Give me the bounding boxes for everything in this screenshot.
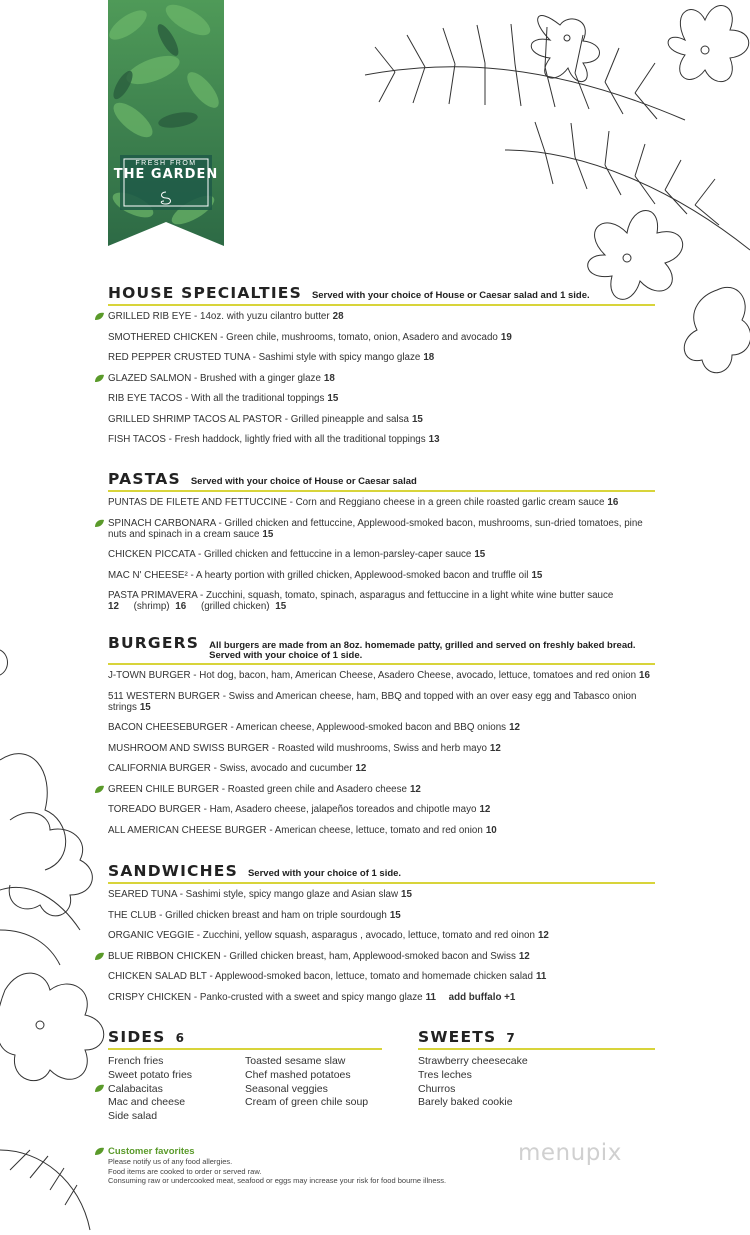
- section-title: SWEETS: [418, 1028, 497, 1046]
- leaf-icon: [94, 1084, 105, 1093]
- item-name: ORGANIC VEGGIE: [108, 930, 195, 941]
- item-price: 12: [537, 930, 549, 941]
- item-description: - Sashimi style with spicy mango glaze: [249, 352, 421, 363]
- item-description: - Sashimi style, spicy mango glaze and Asian slaw: [176, 889, 399, 900]
- item-description: - Hot dog, bacon, ham, American Cheese, Asadero Cheese, avocado, lettuce, tomatoes and red onion: [190, 670, 637, 681]
- item-description: - Roasted wild mushrooms, Swiss and herb mayo: [269, 742, 487, 754]
- item-price: 12: [518, 950, 530, 962]
- menu-item: [108, 549, 655, 560]
- fresh-from-the-garden-banner: [108, 0, 224, 246]
- section-price: 6: [175, 1031, 186, 1045]
- list-item: Seasonal veggies: [245, 1082, 328, 1095]
- menu-item: [108, 804, 655, 815]
- item-price: 15: [531, 569, 543, 581]
- sides-columns: [108, 1055, 382, 1124]
- item-name: PASTA PRIMAVERA: [108, 590, 198, 601]
- item-description: - Zucchini, squash, tomato, spinach, asparagus and fettuccine in a light white wine butter sauce: [197, 590, 614, 601]
- menu-item: [108, 373, 655, 384]
- botanical-illustration-bottom-left: [0, 630, 110, 1235]
- item-description: - Grilled chicken breast, ham, Applewood-smoked bacon and Swiss: [220, 950, 516, 962]
- item-description: - A hearty portion with grilled chicken, Applewood-smoked bacon and truffle oil: [187, 569, 529, 581]
- footer-line: Food items are cooked to order or served raw.: [108, 1166, 262, 1176]
- menu-item: [108, 784, 655, 795]
- list-item: Churros: [418, 1082, 456, 1095]
- item-price: 10: [485, 824, 497, 836]
- item-price: 15: [411, 413, 423, 425]
- item-name: CHICKEN PICCATA: [108, 549, 196, 560]
- item-name: CALIFORNIA BURGER: [108, 763, 211, 774]
- item-price: 15: [327, 393, 339, 404]
- list-item: Chef mashed potatoes: [245, 1068, 351, 1081]
- footer-line: Consuming raw or undercooked meat, seafood or eggs may increase your risk for food bourne illness.: [108, 1176, 447, 1185]
- list-item: Barely baked cookie: [418, 1096, 513, 1109]
- menu-item: [108, 743, 655, 754]
- list-item: Side salad: [108, 1110, 158, 1123]
- section-note: All burgers are made from an 8oz. homemade patty, grilled and served on freshly baked bread. Served with your choice of 1 side.: [209, 640, 636, 661]
- item-description: - Grilled chicken breast and ham on triple sourdough: [156, 909, 387, 921]
- menu-item: [108, 393, 655, 404]
- item-name: 511 WESTERN BURGER: [108, 690, 220, 702]
- sides-column-2: [245, 1055, 368, 1124]
- footer-notes: [108, 1146, 528, 1186]
- list-item: Strawberry cheesecake: [418, 1055, 528, 1067]
- menu-item: [108, 691, 655, 713]
- item-description: - Fresh haddock, lightly fried with all the traditional toppings: [165, 434, 426, 445]
- sweets-section: [418, 1028, 655, 1110]
- section-title: HOUSE SPECIALTIES: [108, 284, 302, 302]
- menu-item: [108, 332, 655, 343]
- item-price: 15: [389, 909, 401, 921]
- item-description: - Corn and Reggiano cheese in a green chile roasted garlic cream sauce: [286, 497, 605, 508]
- list-item: Toasted sesame slaw: [245, 1055, 346, 1067]
- menu-item: [108, 670, 655, 681]
- customer-favorites-label: Customer favorites: [108, 1146, 195, 1157]
- leaf-icon: [94, 312, 105, 321]
- item-extra: add buffalo +1: [448, 991, 516, 1003]
- item-price: 11: [425, 991, 436, 1003]
- item-description: - Grilled pineapple and salsa: [282, 413, 409, 425]
- menu-item: [108, 930, 655, 941]
- item-name: CHICKEN SALAD BLT: [108, 971, 207, 982]
- leaf-icon: [94, 519, 105, 528]
- item-price: 12: [489, 742, 501, 754]
- item-name: MAC N' CHEESE²: [108, 569, 188, 581]
- item-description: - With all the traditional toppings: [182, 393, 325, 404]
- leaf-icon: [94, 374, 105, 383]
- leaf-icon: [94, 785, 105, 794]
- section-price: 7: [506, 1031, 516, 1045]
- item-price: 12: [108, 601, 119, 612]
- burgers-section: [108, 634, 655, 845]
- item-name: GRILLED RIB EYE: [108, 311, 192, 322]
- item-price: 18: [423, 352, 435, 363]
- banner-subtitle: FRESH FROM: [135, 160, 197, 167]
- sweets-list: [418, 1055, 655, 1110]
- item-description: - Swiss, avocado and cucumber: [210, 763, 353, 774]
- item-description: - Brushed with a ginger glaze: [191, 372, 321, 384]
- footer-line: Please notify us of any food allergies.: [108, 1157, 233, 1166]
- section-header: [108, 284, 655, 306]
- sandwiches-section: [108, 862, 655, 1012]
- menu-item: [108, 763, 655, 774]
- customer-favorites-legend: [108, 1146, 528, 1157]
- item-description: - Swiss and American cheese, ham, BBQ and topped with an over easy egg and Tabasco onion strings: [108, 690, 637, 713]
- menu-item: [108, 352, 655, 363]
- item-name: ALL AMERICAN CHEESE BURGER: [108, 824, 267, 836]
- item-option: (grilled chicken): [200, 601, 270, 612]
- list-item: [108, 1083, 245, 1097]
- item-name: GREEN CHILE BURGER: [108, 783, 220, 795]
- menu-item: [108, 825, 655, 836]
- item-description: - American cheese, Applewood-smoked bacon and BBQ onions: [227, 722, 507, 733]
- section-title: BURGERS: [108, 634, 200, 652]
- section-header: [108, 862, 655, 884]
- menu-item: [108, 518, 655, 540]
- section-title: SIDES: [108, 1028, 166, 1046]
- list-item: Cream of green chile soup: [245, 1096, 369, 1109]
- item-price: 19: [500, 331, 512, 343]
- menu-item-list: [108, 311, 655, 445]
- banner-text: [108, 150, 224, 182]
- list-item: Mac and cheese: [108, 1096, 186, 1109]
- item-name: PUNTAS DE FILETE AND FETTUCCINE: [108, 497, 287, 508]
- item-name: SPINACH CARBONARA: [108, 517, 216, 529]
- item-description: - Roasted green chile and Asadero cheese: [219, 783, 407, 795]
- item-price: 16: [175, 601, 187, 612]
- menu-item: [108, 910, 655, 921]
- item-price: 12: [479, 804, 491, 815]
- menupix-watermark: menupix: [518, 1140, 622, 1166]
- item-description: - 14oz. with yuzu cilantro butter: [191, 311, 330, 322]
- item-name: RED PEPPER CRUSTED TUNA: [108, 352, 250, 363]
- menu-item-list: [108, 670, 655, 836]
- item-name: THE CLUB: [108, 909, 157, 921]
- item-name: RIB EYE TACOS: [108, 393, 183, 404]
- section-header: [418, 1028, 655, 1050]
- menu-item: [108, 414, 655, 425]
- item-price: 12: [355, 763, 367, 774]
- item-price: 16: [639, 670, 650, 681]
- sides-column-1: [108, 1055, 245, 1124]
- item-name: SMOTHERED CHICKEN: [108, 331, 218, 343]
- item-description: - Applewood-smoked bacon, lettuce, tomato and homemade chicken salad: [206, 971, 533, 982]
- sides-section: [108, 1028, 382, 1124]
- list-item-label: Calabacitas: [108, 1082, 163, 1095]
- item-name: SEARED TUNA: [108, 889, 177, 900]
- menu-item: [108, 434, 655, 445]
- item-description: - Grilled chicken and fettuccine in a lemon-parsley-caper sauce: [195, 549, 472, 560]
- menu-item-list: [108, 889, 655, 982]
- item-name: BLUE RIBBON CHICKEN: [108, 950, 221, 962]
- item-price: 12: [409, 783, 421, 795]
- item-name: MUSHROOM AND SWISS BURGER: [108, 742, 270, 754]
- menu-item: [108, 971, 655, 982]
- menu-item: [108, 311, 655, 322]
- section-header: [108, 470, 655, 492]
- menu-item: [108, 951, 655, 962]
- house-specialties-section: [108, 284, 655, 455]
- item-name: FISH TACOS: [108, 434, 166, 445]
- leaf-icon: [94, 952, 105, 961]
- item-description: - Green chile, mushrooms, tomato, onion, Asadero and avocado: [217, 331, 498, 343]
- list-item: Sweet potato fries: [108, 1068, 193, 1081]
- section-title: PASTAS: [108, 470, 181, 488]
- section-note: Served with your choice of House or Caesar salad and 1 side.: [311, 290, 590, 301]
- menu-item-crispy-chicken: [108, 992, 655, 1003]
- menu-item-list: [108, 497, 655, 581]
- item-price: 15: [275, 601, 287, 612]
- item-name: GRILLED SHRIMP TACOS AL PASTOR: [108, 413, 283, 425]
- item-price: 12: [509, 722, 520, 733]
- item-description: - Zucchini, yellow squash, asparagus , avocado, lettuce, tomato and red oinon: [194, 930, 535, 941]
- banner-title: THE GARDEN: [113, 167, 219, 182]
- item-name: J-TOWN BURGER: [108, 670, 191, 681]
- item-description: - Ham, Asadero cheese, jalapeños toreados and chipotle mayo: [200, 804, 477, 815]
- section-header: [108, 1028, 382, 1050]
- item-price: 15: [139, 701, 151, 713]
- menu-item: [108, 722, 655, 733]
- item-name: CRISPY CHICKEN: [108, 991, 192, 1003]
- menu-item: [108, 889, 655, 900]
- item-name: GLAZED SALMON: [108, 372, 192, 384]
- item-price: 15: [474, 549, 486, 560]
- section-note: Served with your choice of 1 side.: [247, 868, 402, 879]
- list-item: Tres leches: [418, 1068, 472, 1081]
- item-price: 11: [535, 971, 547, 982]
- item-price: 18: [323, 372, 335, 384]
- section-title: SANDWICHES: [108, 862, 238, 880]
- pastas-section: [108, 470, 655, 622]
- item-name: TOREADO BURGER: [108, 804, 201, 815]
- menu-item: [108, 570, 655, 581]
- item-description: - Grilled chicken and fettuccine, Applewood-smoked bacon, mushrooms, sun-dried tomatoes, pine nuts and spinach in a cream sauce: [108, 517, 643, 540]
- item-price: 15: [262, 528, 274, 540]
- menu-item: [108, 497, 655, 508]
- list-item: French fries: [108, 1055, 164, 1067]
- item-price: 28: [332, 311, 344, 322]
- item-price: 15: [401, 889, 412, 900]
- leaf-icon: [94, 1147, 105, 1156]
- section-header: [108, 634, 655, 665]
- menu-item-pasta-primavera: [108, 590, 655, 612]
- item-description: - Panko-crusted with a sweet and spicy mango glaze: [191, 991, 423, 1003]
- item-name: BACON CHEESEBURGER: [108, 722, 228, 733]
- item-option: (shrimp): [133, 601, 170, 612]
- leaf-pattern-background: [108, 0, 224, 246]
- item-price: 16: [607, 497, 619, 508]
- item-price: 13: [428, 434, 440, 445]
- item-description: - American cheese, lettuce, tomato and red onion: [266, 824, 483, 836]
- section-note: Served with your choice of House or Caesar salad: [190, 476, 417, 487]
